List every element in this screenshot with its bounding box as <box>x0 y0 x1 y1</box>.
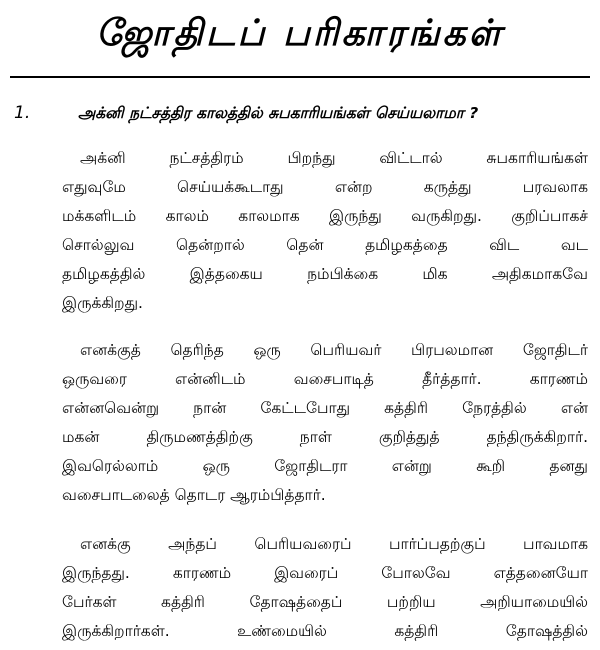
paragraph-1 <box>62 144 588 318</box>
title-divider <box>10 76 590 78</box>
paragraph-line: இருக்கிறார்கள். உண்மையில் கத்திரி தோஷத்தில் <box>62 622 588 640</box>
paragraph-line: தமிழகத்தில் இத்தகைய நம்பிக்கை மிக அதிகமாகவே <box>62 265 588 283</box>
paragraph-line: இவரெல்லாம் ஒரு ஜோதிடரா என்று கூறி தனது <box>62 457 588 475</box>
question-number: 1. <box>14 103 31 123</box>
paragraph-3 <box>62 530 588 646</box>
paragraph-line: சொல்லுவ தென்றால் தென் தமிழகத்தை விட வட <box>62 236 588 254</box>
paragraph-line: மக்களிடம் காலம் காலமாக இருந்து வருகிறது. குறிப்பாகச் <box>62 207 588 225</box>
paragraph-line: ஒருவரை என்னிடம் வசைபாடித் தீர்த்தார். காரணம் <box>62 370 588 388</box>
paragraph-line: எதுவுமே செய்யக்கூடாது என்ற கருத்து பரவலாக <box>62 178 588 196</box>
paragraph-2 <box>62 336 588 510</box>
page-title: ஜோதிடப் பரிகாரங்கள் <box>95 13 505 54</box>
paragraph-line: இருக்கிறது. <box>62 294 143 312</box>
paragraph-line: அக்னி நட்சத்திரம் பிறந்து விட்டால் சுபகாரியங்கள் <box>80 149 588 167</box>
paragraph-line: பேர்கள் கத்திரி தோஷத்தைப் பற்றிய அறியாமையில் <box>62 593 588 611</box>
paragraph-line: எனக்குத் தெரிந்த ஒரு பெரியவர் பிரபலமான ஜோதிடர் <box>80 341 588 359</box>
paragraph-line: வசைபாடலைத் தொடர ஆரம்பித்தார். <box>62 486 326 504</box>
paragraph-line: இருந்தது. காரணம் இவரைப் போலவே எத்தனையோ <box>62 564 588 582</box>
question-heading: அக்னி நட்சத்திர காலத்தில் சுபகாரியங்கள் செய்யலாமா ? <box>78 104 479 122</box>
paragraph-line: எனக்கு அந்தப் பெரியவரைப் பார்ப்பதற்குப் பாவமாக <box>80 535 588 553</box>
paragraph-line: என்னவென்று நான் கேட்டபோது கத்திரி நேரத்தில் என் <box>62 399 588 417</box>
paragraph-line: மகன் திருமணத்திற்கு நாள் குறித்துத் தந்திருக்கிறார். <box>62 428 588 446</box>
